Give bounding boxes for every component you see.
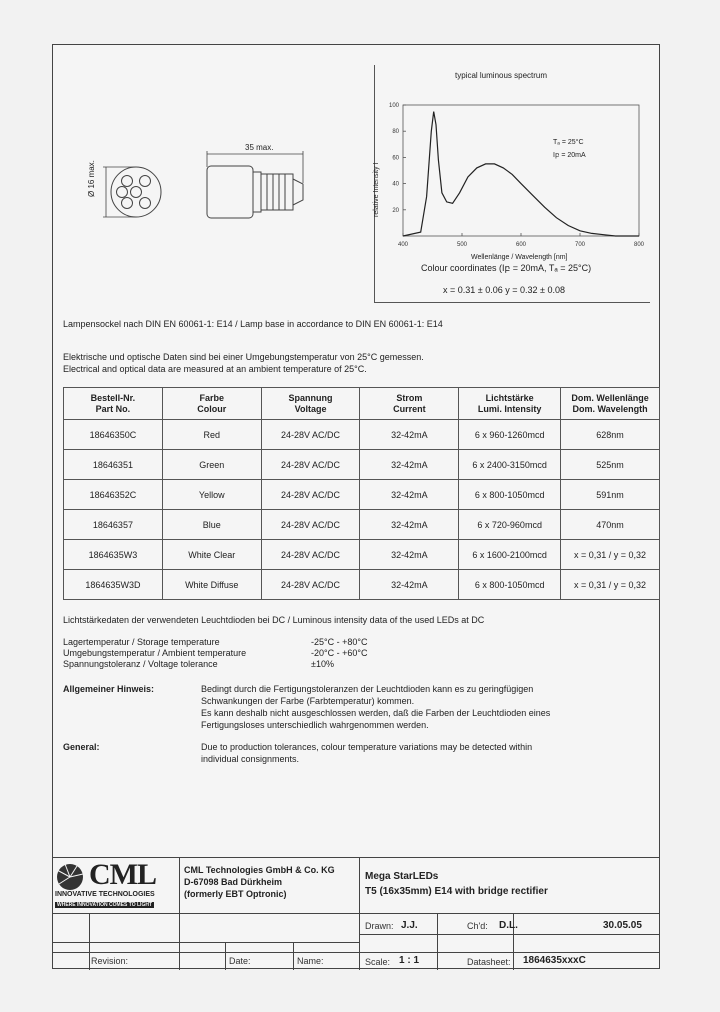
legend-if: Iբ = 20mA bbox=[553, 152, 586, 159]
cell-colour: Yellow bbox=[162, 480, 261, 510]
cell-part-no: 18646351 bbox=[64, 450, 163, 480]
company-address: D-67098 Bad Dürkheim bbox=[184, 877, 283, 887]
general-note-de-line: Bedingt durch die Fertigungstoleranzen der Leuchtdioden kann es zu geringfügigen bbox=[201, 684, 534, 694]
table-row bbox=[64, 420, 660, 450]
header-voltage: Spannung Voltage bbox=[261, 388, 360, 420]
cell-voltage: 24-28V AC/DC bbox=[261, 510, 360, 540]
spectrum-panel bbox=[374, 65, 650, 303]
checked-label: Ch'd: bbox=[467, 921, 488, 931]
temp-label-ambient: Umgebungstemperatur / Ambient temperature bbox=[63, 648, 247, 658]
cell-part-no: 18646352C bbox=[64, 480, 163, 510]
cell-wavelength: 525nm bbox=[561, 450, 660, 480]
cell-part-no: 18646350C bbox=[64, 420, 163, 450]
ambient-note-de: Elektrische und optische Daten sind bei einer Umgebungstemperatur von 25°C gemessen. bbox=[63, 352, 424, 362]
cell-colour: Blue bbox=[162, 510, 261, 540]
cell-current: 32-42mA bbox=[360, 420, 459, 450]
cell-current: 32-42mA bbox=[360, 510, 459, 540]
name-label: Name: bbox=[297, 956, 324, 966]
cell-wavelength: 470nm bbox=[561, 510, 660, 540]
company-formerly: (formerly EBT Optronic) bbox=[184, 889, 287, 899]
diameter-dimension-label: Ø 16 max. bbox=[87, 160, 96, 197]
table-row bbox=[64, 540, 660, 570]
company-name: CML Technologies GmbH & Co. KG bbox=[184, 865, 335, 875]
checked-value: D.L. bbox=[499, 920, 518, 931]
cell-current: 32-42mA bbox=[360, 450, 459, 480]
spectrum-series-line bbox=[403, 112, 639, 236]
lamp-drawing bbox=[103, 137, 343, 247]
header-intensity: Lichtstärke Lumi. Intensity bbox=[459, 388, 561, 420]
scale-label: Scale: bbox=[365, 957, 391, 967]
cell-wavelength: x = 0,31 / y = 0,32 bbox=[561, 570, 660, 600]
cell-intensity: 6 x 800-1050mcd bbox=[459, 480, 561, 510]
table-row bbox=[64, 510, 660, 540]
general-note-en-line: individual consignments. bbox=[201, 754, 300, 764]
y-tick-label: 60 bbox=[392, 155, 399, 162]
colour-coordinates-values: x = 0.31 ± 0.06 y = 0.32 ± 0.08 bbox=[443, 285, 565, 295]
y-tick-label: 40 bbox=[392, 181, 399, 188]
temp-value-voltage: ±10% bbox=[311, 659, 334, 669]
cell-intensity: 6 x 2400-3150mcd bbox=[459, 450, 561, 480]
cell-current: 32-42mA bbox=[360, 540, 459, 570]
revision-label: Revision: bbox=[91, 956, 129, 966]
product-description: T5 (16x35mm) E14 with bridge rectifier bbox=[365, 886, 548, 897]
cell-voltage: 24-28V AC/DC bbox=[261, 480, 360, 510]
header-colour: Farbe Colour bbox=[162, 388, 261, 420]
cml-logo-burst-icon bbox=[55, 862, 85, 892]
date-label: Date: bbox=[229, 956, 251, 966]
cell-intensity: 6 x 800-1050mcd bbox=[459, 570, 561, 600]
cell-colour: Red bbox=[162, 420, 261, 450]
general-note-de-label: Allgemeiner Hinweis: bbox=[63, 684, 155, 694]
length-dimension bbox=[207, 151, 303, 183]
cell-part-no: 18646357 bbox=[64, 510, 163, 540]
cell-part-no: 1864635W3 bbox=[64, 540, 163, 570]
x-tick-label: 600 bbox=[515, 242, 527, 248]
table-header-row bbox=[64, 388, 660, 420]
y-tick-label: 80 bbox=[392, 129, 399, 136]
general-note-de-line: Schwankungen der Farbe (Farbtemperatur) kommen. bbox=[201, 696, 415, 706]
cell-voltage: 24-28V AC/DC bbox=[261, 420, 360, 450]
logo-subtitle: INNOVATIVE TECHNOLOGIES bbox=[55, 891, 155, 898]
cell-current: 32-42mA bbox=[360, 570, 459, 600]
date-value: 30.05.05 bbox=[603, 920, 642, 931]
ambient-note-en: Electrical and optical data are measured at an ambient temperature of 25°C. bbox=[63, 364, 367, 374]
datasheet-label: Datasheet: bbox=[467, 957, 511, 967]
general-note-en-label: General: bbox=[63, 742, 100, 752]
x-tick-label: 800 bbox=[633, 242, 645, 248]
table-row bbox=[64, 450, 660, 480]
colour-coordinates-title: Colour coordinates (Iբ = 20mA, Tₐ = 25°C) bbox=[421, 263, 592, 273]
y-tick-label: 100 bbox=[388, 103, 399, 109]
length-dimension-label: 35 max. bbox=[245, 143, 274, 152]
spectrum-xlabel: Wellenlänge / Wavelength [nm] bbox=[471, 254, 568, 261]
header-part-no: Bestell-Nr. Part No. bbox=[64, 388, 163, 420]
spectrum-title: typical luminous spectrum bbox=[455, 71, 548, 80]
datasheet-value: 1864635xxxC bbox=[523, 955, 586, 966]
drawn-label: Drawn: bbox=[365, 921, 394, 931]
temp-label-voltage: Spannungstoleranz / Voltage tolerance bbox=[63, 659, 218, 669]
cell-wavelength: x = 0,31 / y = 0,32 bbox=[561, 540, 660, 570]
cell-intensity: 6 x 1600-2100mcd bbox=[459, 540, 561, 570]
cell-intensity: 6 x 960-1260mcd bbox=[459, 420, 561, 450]
intensity-note: Lichtstärkedaten der verwendeten Leuchtdioden bei DC / Luminous intensity data of the used LEDs at DC bbox=[63, 615, 485, 625]
header-current: Strom Current bbox=[360, 388, 459, 420]
x-tick-label: 400 bbox=[397, 242, 409, 248]
cell-colour: White Clear bbox=[162, 540, 261, 570]
x-tick-label: 500 bbox=[456, 242, 468, 248]
cell-voltage: 24-28V AC/DC bbox=[261, 570, 360, 600]
cell-part-no: 1864635W3D bbox=[64, 570, 163, 600]
cell-wavelength: 591nm bbox=[561, 480, 660, 510]
plot-frame bbox=[403, 105, 639, 236]
cell-colour: Green bbox=[162, 450, 261, 480]
front-view bbox=[111, 167, 161, 217]
scale-value: 1 : 1 bbox=[399, 955, 420, 966]
product-table bbox=[63, 387, 660, 600]
y-tick-label: 20 bbox=[392, 207, 399, 214]
cell-voltage: 24-28V AC/DC bbox=[261, 540, 360, 570]
header-wavelength: Dom. Wellenlänge Dom. Wavelength bbox=[561, 388, 660, 420]
title-block bbox=[53, 857, 659, 969]
cell-intensity: 6 x 720-960mcd bbox=[459, 510, 561, 540]
cell-colour: White Diffuse bbox=[162, 570, 261, 600]
spectrum-ylabel: relative Intensity I bbox=[373, 162, 380, 217]
cell-voltage: 24-28V AC/DC bbox=[261, 450, 360, 480]
logo-tagline: WHERE INNOVATION COMES TO LIGHT bbox=[57, 902, 152, 908]
logo-text: CML bbox=[89, 858, 156, 891]
lamp-base-note: Lampensockel nach DIN EN 60061-1: E14 / Lamp base in accordance to DIN EN 60061-1: E14 bbox=[63, 319, 443, 329]
table-row bbox=[64, 480, 660, 510]
general-note-de-line: Fertigungsloses unterschiedlich wahrgenommen werden. bbox=[201, 720, 429, 730]
product-name: Mega StarLEDs bbox=[365, 871, 439, 882]
general-note-de-line: Es kann deshalb nicht ausgeschlossen werden, daß die Farben der Leuchtdioden eines bbox=[201, 708, 551, 718]
table-row bbox=[64, 570, 660, 600]
general-note-en-line: Due to production tolerances, colour temperature variations may be detected within bbox=[201, 742, 533, 752]
temp-value-ambient: -20°C - +60°C bbox=[311, 648, 368, 658]
legend-ta: Tₐ = 25°C bbox=[553, 139, 584, 146]
x-tick-label: 700 bbox=[574, 242, 586, 248]
cell-wavelength: 628nm bbox=[561, 420, 660, 450]
diameter-dimension bbox=[103, 167, 136, 217]
cell-current: 32-42mA bbox=[360, 480, 459, 510]
drawn-value: J.J. bbox=[401, 920, 418, 931]
datasheet-sheet bbox=[52, 44, 660, 969]
temp-value-storage: -25°C - +80°C bbox=[311, 637, 368, 647]
side-view bbox=[207, 166, 303, 218]
temp-label-storage: Lagertemperatur / Storage temperature bbox=[63, 637, 220, 647]
